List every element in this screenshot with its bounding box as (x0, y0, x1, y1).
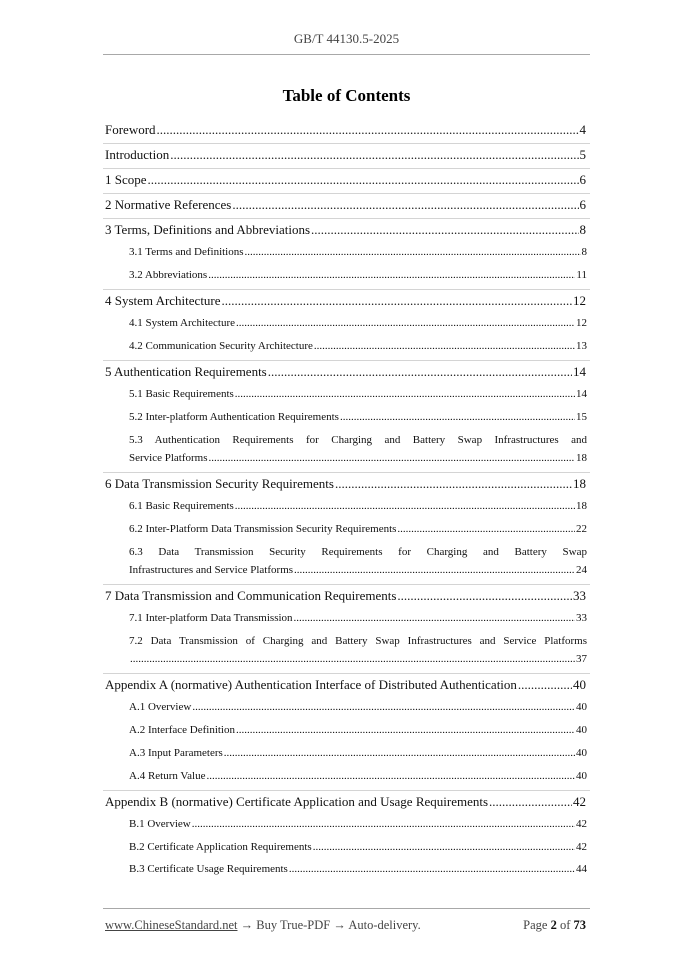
toc-page: 40 (576, 701, 587, 713)
toc-page: 44 (576, 863, 587, 875)
toc-label: 5.3 Authentication Requirements for Charging and Battery Swap Infrastructures and (129, 434, 587, 446)
toc-label: 1 Scope (105, 172, 147, 187)
toc-separator (103, 168, 590, 169)
toc-label: Appendix B (normative) Certificate Application and Usage Requirements (105, 794, 489, 809)
toc-leader (192, 817, 575, 831)
footer-rule (103, 908, 590, 909)
toc-entry-5-1[interactable] (129, 387, 587, 401)
toc-label: B.2 Certificate Application Requirements (129, 841, 312, 853)
toc-leader (294, 611, 575, 625)
toc-separator (103, 193, 590, 194)
toc-leader (224, 746, 575, 760)
toc-leader (397, 522, 575, 536)
toc-entry-system-architecture[interactable] (105, 293, 586, 309)
toc-label: A.1 Overview (129, 701, 192, 713)
toc-page: 13 (576, 340, 587, 352)
toc-page: 42 (573, 794, 586, 809)
toc-leader (232, 197, 578, 213)
page-indicator (523, 918, 586, 933)
toc-entry-a-1[interactable] (129, 700, 587, 714)
toc-leader (222, 293, 572, 309)
toc-entry-scope[interactable] (105, 172, 586, 188)
toc-leader (130, 652, 575, 666)
toc-label: 3.1 Terms and Definitions (129, 246, 244, 258)
toc-label: 4.1 System Architecture (129, 317, 236, 329)
toc-label: 5.2 Inter-platform Authentication Requirements (129, 411, 339, 423)
toc-leader (206, 769, 575, 783)
toc-leader (157, 122, 579, 138)
toc-entry-5-3-line1[interactable] (129, 433, 587, 447)
toc-entry-foreword[interactable] (105, 122, 586, 138)
toc-label: A.4 Return Value (129, 770, 206, 782)
toc-page: 8 (581, 246, 587, 258)
toc-page: 40 (576, 747, 587, 759)
toc-leader (209, 451, 575, 465)
auto-delivery-text: Auto-delivery. (348, 918, 421, 932)
toc-entry-appendix-b[interactable] (105, 794, 586, 810)
toc-separator (103, 289, 590, 290)
toc-page: 4 (579, 122, 586, 137)
toc-leader (294, 563, 575, 577)
toc-entry-b-2[interactable] (129, 840, 587, 854)
toc-entry-terms[interactable] (105, 222, 586, 238)
toc-leader (192, 700, 575, 714)
toc-entry-7-2-line1[interactable] (129, 634, 587, 648)
toc-entry-data-transmission-security[interactable] (105, 476, 586, 492)
toc-entry-authentication-requirements[interactable] (105, 364, 586, 380)
toc-page: 8 (579, 222, 586, 237)
toc-leader (335, 476, 572, 492)
toc-label: 7.1 Inter-platform Data Transmission (129, 612, 293, 624)
toc-entry-appendix-a[interactable] (105, 677, 586, 693)
toc-entry-6-3-line1[interactable] (129, 545, 587, 559)
toc-separator (103, 584, 590, 585)
toc-page: 22 (576, 523, 587, 535)
toc-leader (236, 723, 575, 737)
toc-page: 14 (573, 364, 586, 379)
toc-leader (518, 677, 572, 693)
toc-separator (103, 673, 590, 674)
toc-page: 12 (573, 293, 586, 308)
toc-label: B.3 Certificate Usage Requirements (129, 863, 288, 875)
toc-entry-3-2[interactable] (129, 268, 587, 282)
toc-label: B.1 Overview (129, 818, 191, 830)
toc-entry-a-2[interactable] (129, 723, 587, 737)
toc-page: 18 (576, 452, 587, 464)
running-header: GB/T 44130.5-2025 (293, 31, 400, 46)
toc-entry-6-2[interactable] (129, 522, 587, 536)
toc-entry-data-transmission-communication[interactable] (105, 588, 586, 604)
arrow-right-icon: → (240, 918, 254, 932)
toc-page: 42 (576, 818, 587, 830)
toc-page: 18 (573, 476, 586, 491)
toc-entry-5-2[interactable] (129, 410, 587, 424)
toc-page: 5 (579, 147, 586, 162)
page-total: 73 (573, 918, 586, 932)
toc-leader (148, 172, 579, 188)
toc-entry-7-1[interactable] (129, 611, 587, 625)
toc-leader (397, 588, 572, 604)
toc-separator (103, 360, 590, 361)
toc-separator (103, 472, 590, 473)
toc-entry-a-4[interactable] (129, 769, 587, 783)
toc-separator (103, 218, 590, 219)
toc-label: Foreword (105, 122, 156, 137)
toc-leader (314, 339, 575, 353)
toc-label: A.2 Interface Definition (129, 724, 235, 736)
toc-page: 18 (576, 500, 587, 512)
toc-label: 3.2 Abbreviations (129, 269, 208, 281)
footer-links (105, 918, 421, 933)
toc-entry-5-3[interactable] (129, 451, 587, 465)
toc-label: 6.3 Data Transmission Security Requirements for Charging and Battery Swap (129, 546, 587, 558)
toc-label: Appendix A (normative) Authentication Interface of Distributed Authentication (105, 677, 517, 692)
toc-title: Table of Contents (282, 86, 411, 105)
toc-label: Introduction (105, 147, 170, 162)
toc-page: 24 (576, 564, 587, 576)
toc-entry-3-1[interactable] (129, 245, 587, 259)
toc-page: 14 (576, 388, 587, 400)
toc-leader (235, 499, 575, 513)
toc-entry-6-1[interactable] (129, 499, 587, 513)
toc-leader (311, 222, 578, 238)
toc-entry-a-3[interactable] (129, 746, 587, 760)
toc-label: Infrastructures and Service Platforms (129, 564, 294, 576)
toc-page: 40 (576, 724, 587, 736)
toc-label: 6.2 Inter-Platform Data Transmission Security Requirements (129, 523, 397, 535)
toc-label: 4.2 Communication Security Architecture (129, 340, 313, 352)
page-number: 2 (550, 918, 557, 932)
toc-label: A.3 Input Parameters (129, 747, 223, 759)
toc-page: 33 (576, 612, 587, 624)
toc-leader (313, 840, 575, 854)
toc-entry-b-3[interactable] (129, 862, 587, 876)
toc-page: 15 (576, 411, 587, 423)
toc-entry-6-3[interactable] (129, 563, 587, 577)
arrow-right-icon: → (333, 918, 346, 932)
toc-page: 40 (576, 770, 587, 782)
toc-entry-b-1[interactable] (129, 817, 587, 831)
toc-page: 42 (576, 841, 587, 853)
toc-leader (340, 410, 575, 424)
toc-page: 6 (579, 172, 586, 187)
toc-entry-introduction[interactable] (105, 147, 586, 163)
toc-leader (235, 387, 575, 401)
toc-separator (103, 790, 590, 791)
toc-label: 2 Normative References (105, 197, 232, 212)
buy-pdf-link[interactable]: Buy True-PDF (256, 918, 331, 932)
toc-leader (489, 794, 572, 810)
toc-entry-4-1[interactable] (129, 316, 587, 330)
toc-entry-7-2[interactable] (129, 652, 587, 666)
toc-label: 6.1 Basic Requirements (129, 500, 234, 512)
toc-page: 37 (576, 653, 587, 665)
toc-leader (245, 245, 581, 259)
toc-entry-normative-references[interactable] (105, 197, 586, 213)
toc-label: 5 Authentication Requirements (105, 364, 267, 379)
toc-label: 3 Terms, Definitions and Abbreviations (105, 222, 311, 237)
toc-leader (170, 147, 578, 163)
toc-label: 7.2 Data Transmission of Charging and Battery Swap Infrastructures and Service Platforms (129, 635, 587, 647)
site-link[interactable]: www.ChineseStandard.net (105, 918, 238, 932)
toc-label: 6 Data Transmission Security Requirements (105, 476, 334, 491)
toc-page: 33 (573, 588, 586, 603)
toc-page: 6 (579, 197, 586, 212)
toc-page: 11 (576, 269, 587, 281)
toc-leader (236, 316, 575, 330)
page-word: Page (523, 918, 548, 932)
toc-label: 5.1 Basic Requirements (129, 388, 234, 400)
toc-page: 12 (576, 317, 587, 329)
toc-leader (289, 862, 575, 876)
toc-leader (268, 364, 572, 380)
toc-page: 40 (573, 677, 586, 692)
toc-label: Service Platforms (129, 452, 208, 464)
toc-label: 7 Data Transmission and Communication Requirements (105, 588, 397, 603)
toc-leader (208, 268, 575, 282)
toc-separator (103, 143, 590, 144)
toc-label: 4 System Architecture (105, 293, 221, 308)
of-word: of (559, 918, 571, 932)
toc-entry-4-2[interactable] (129, 339, 587, 353)
